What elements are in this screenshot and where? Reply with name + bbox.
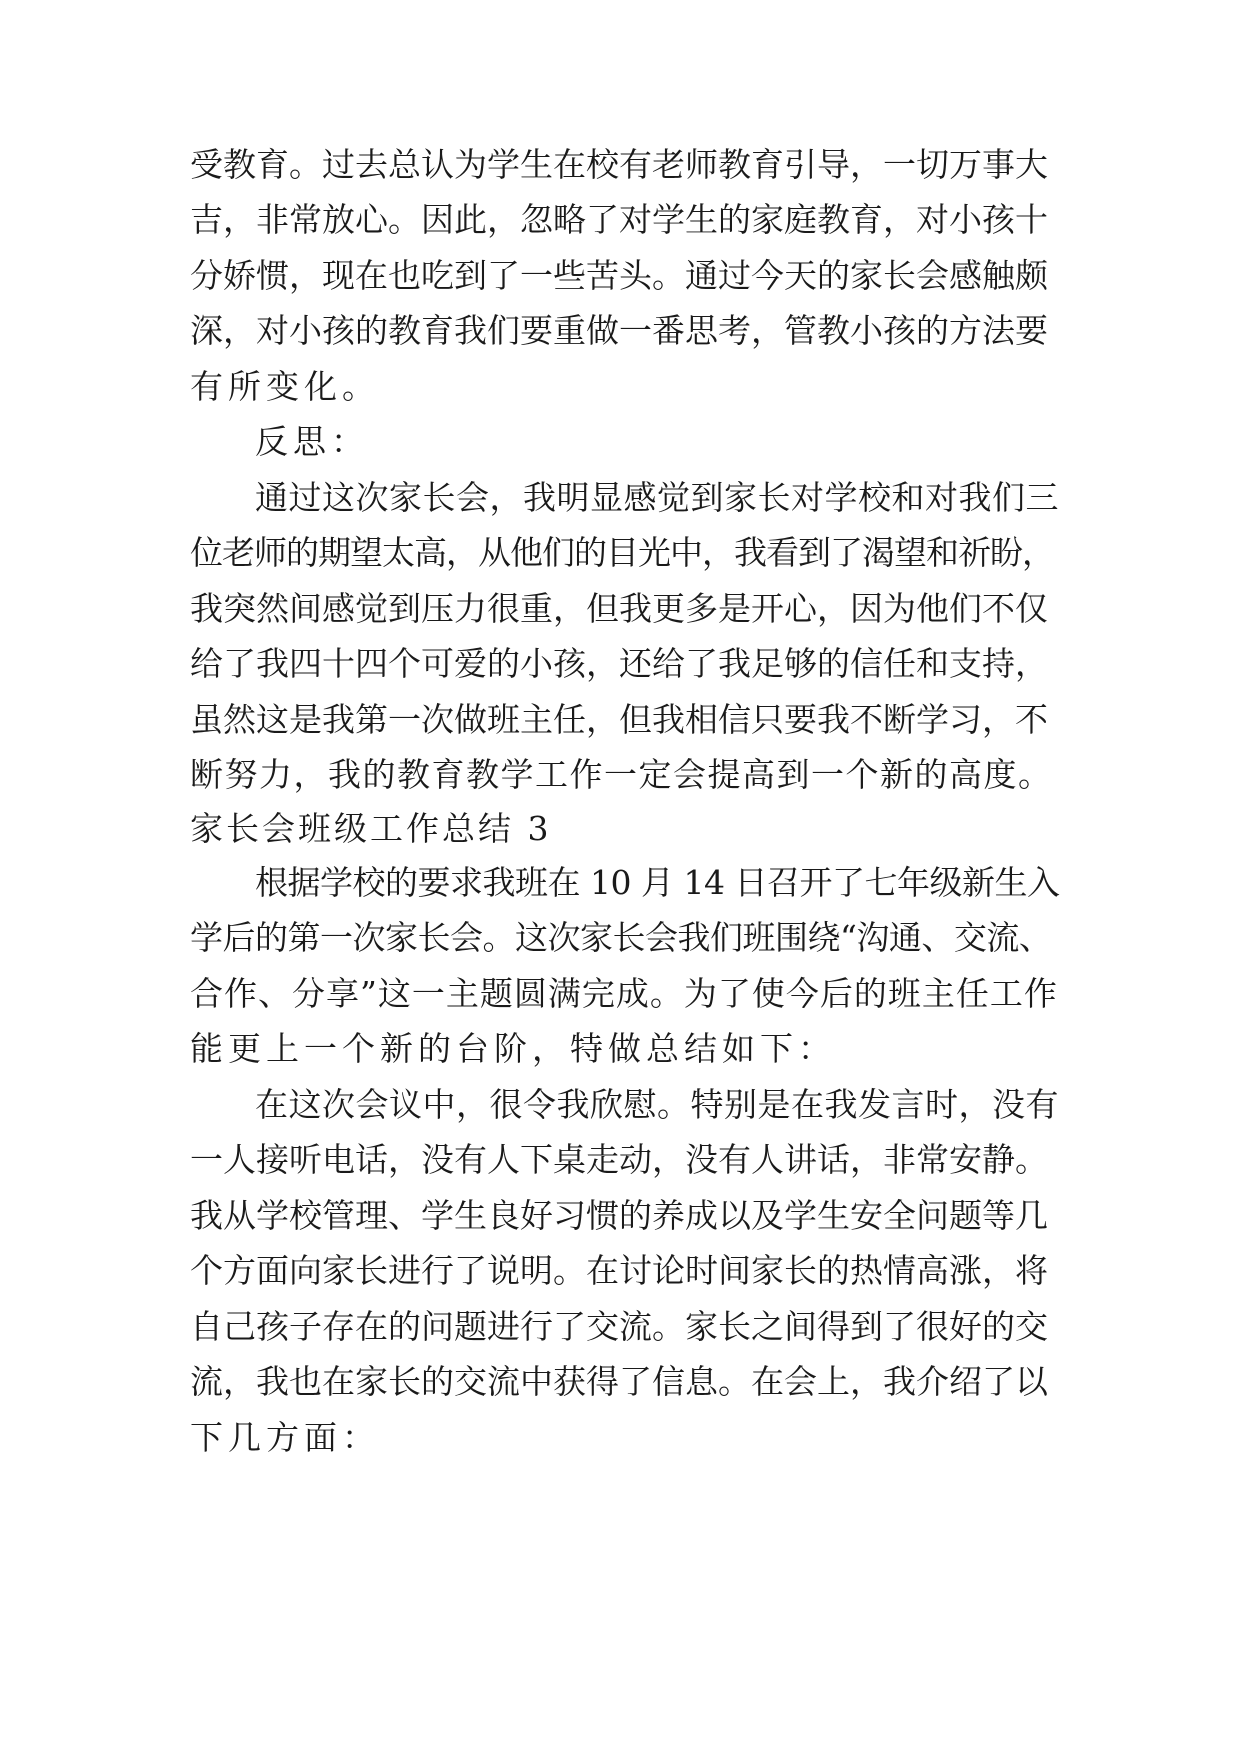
paragraph-line: 个方面向家长进行了说明。在讨论时间家长的热情高涨，将 xyxy=(190,1251,1048,1290)
paragraph-line: 有所变化。 xyxy=(190,367,380,406)
paragraph-line: 吉，非常放心。因此，忽略了对学生的家庭教育，对小孩十 xyxy=(190,200,1048,239)
paragraph-line: 自己孩子存在的问题进行了交流。家长之间得到了很好的交 xyxy=(190,1307,1048,1346)
paragraph-line: 在这次会议中，很令我欣慰。特别是在我发言时，没有 xyxy=(255,1085,1059,1124)
paragraph-line: 一人接听电话，没有人下桌走动，没有人讲话，非常安静。 xyxy=(190,1140,1048,1179)
paragraph-line: 学后的第一次家长会。这次家长会我们班围绕“沟通、交流、 xyxy=(190,918,1052,957)
paragraph-line: 下几方面： xyxy=(190,1418,380,1457)
paragraph-line: 通过这次家长会，我明显感觉到家长对学校和对我们三 xyxy=(255,478,1059,517)
paragraph-line: 流，我也在家长的交流中获得了信息。在会上，我介绍了以 xyxy=(190,1362,1048,1401)
paragraph-line: 位老师的期望太高，从他们的目光中，我看到了渴望和祈盼， xyxy=(190,533,1054,572)
paragraph-line: 断努力，我的教育教学工作一定会提高到一个新的高度。 xyxy=(190,755,1053,794)
paragraph-line: 根据学校的要求我班在 10 月 14 日召开了七年级新生入 xyxy=(255,863,1060,902)
paragraph-line: 合作、分享”这一主题圆满完成。为了使今后的班主任工作 xyxy=(190,974,1058,1013)
paragraph-line: 能更上一个新的台阶，特做总结如下： xyxy=(190,1029,836,1068)
paragraph-line: 给了我四十四个可爱的小孩，还给了我足够的信任和支持， xyxy=(190,644,1048,683)
paragraph-line: 受教育。过去总认为学生在校有老师教育引导，一切万事大 xyxy=(190,145,1048,184)
paragraph-line: 虽然这是我第一次做班主任，但我相信只要我不断学习，不 xyxy=(190,700,1048,739)
paragraph-line: 我突然间感觉到压力很重，但我更多是开心，因为他们不仅 xyxy=(190,589,1048,628)
paragraph-line: 我从学校管理、学生良好习惯的养成以及学生安全问题等几 xyxy=(190,1196,1048,1235)
section-heading: 家长会班级工作总结 3 xyxy=(190,809,552,848)
reflection-label: 反思： xyxy=(255,422,369,461)
paragraph-line: 深，对小孩的教育我们要重做一番思考，管教小孩的方法要 xyxy=(190,311,1048,350)
paragraph-line: 分娇惯，现在也吃到了一些苦头。通过今天的家长会感触颇 xyxy=(190,256,1048,295)
